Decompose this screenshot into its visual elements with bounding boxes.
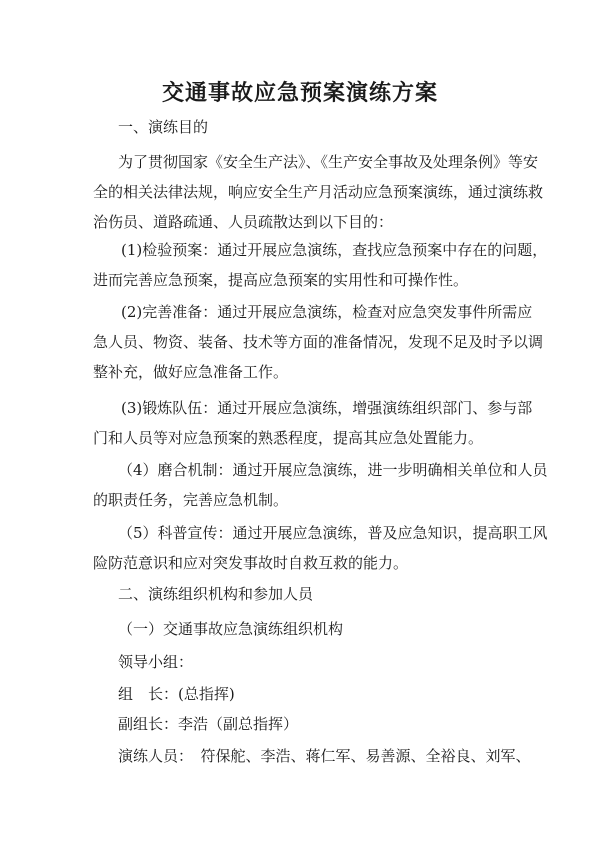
intro-line-3: 治伤员、道路疏通、人员疏散达到以下目的： <box>93 213 394 231</box>
purpose-item-2-line-1: (2)完善准备：通过开展应急演练，检查对应急突发事件所需应 <box>121 303 533 321</box>
group-leader-line: 组 长：(总指挥) <box>118 685 235 703</box>
purpose-item-2-line-2: 急人员、物资、装备、技术等方面的准备情况，发现不足及时予以调 <box>93 333 544 351</box>
document-title: 交通事故应急预案演练方案 <box>161 80 438 106</box>
purpose-item-1-line-2: 进而完善应急预案，提高应急预案的实用性和可操作性。 <box>93 271 469 289</box>
intro-line-2: 全的相关法律法规，响应安全生产月活动应急预案演练，通过演练救 <box>93 183 544 201</box>
intro-line-1: 为了贯彻国家《安全生产法》、《生产安全事故及处理条例》等安 <box>118 153 539 171</box>
subsection-heading-organization: （一）交通事故应急演练组织机构 <box>118 620 344 638</box>
purpose-item-4-line-2: 的职责任务，完善应急机制。 <box>93 491 289 509</box>
purpose-item-5-line-1: （5）科普宣传：通过开展应急演练，普及应急知识，提高职工风 <box>118 524 548 542</box>
leader-group-label: 领导小组： <box>118 653 194 671</box>
purpose-item-3-line-1: (3)锻炼队伍：通过开展应急演练，增强演练组织部门、参与部 <box>121 399 533 417</box>
purpose-item-3-line-2: 门和人员等对应急预案的熟悉程度，提高其应急处置能力。 <box>93 429 484 447</box>
purpose-item-2-line-3: 整补充，做好应急准备工作。 <box>93 363 289 381</box>
section-heading-purpose: 一、演练目的 <box>118 118 209 136</box>
section-heading-organization: 二、演练组织机构和参加人员 <box>118 585 314 603</box>
purpose-item-4-line-1: （4）磨合机制：通过开展应急演练，进一步明确相关单位和人员 <box>118 461 548 479</box>
deputy-leader-line: 副组长：李浩（副总指挥） <box>118 715 299 733</box>
participants-line: 演练人员： 符保舵、李浩、蒋仁军、易善源、全裕良、刘军、 <box>118 747 531 765</box>
purpose-item-5-line-2: 险防范意识和应对突发事故时自救互救的能力。 <box>93 554 409 572</box>
purpose-item-1-line-1: (1)检验预案：通过开展应急演练，查找应急预案中存在的问题， <box>121 241 548 259</box>
